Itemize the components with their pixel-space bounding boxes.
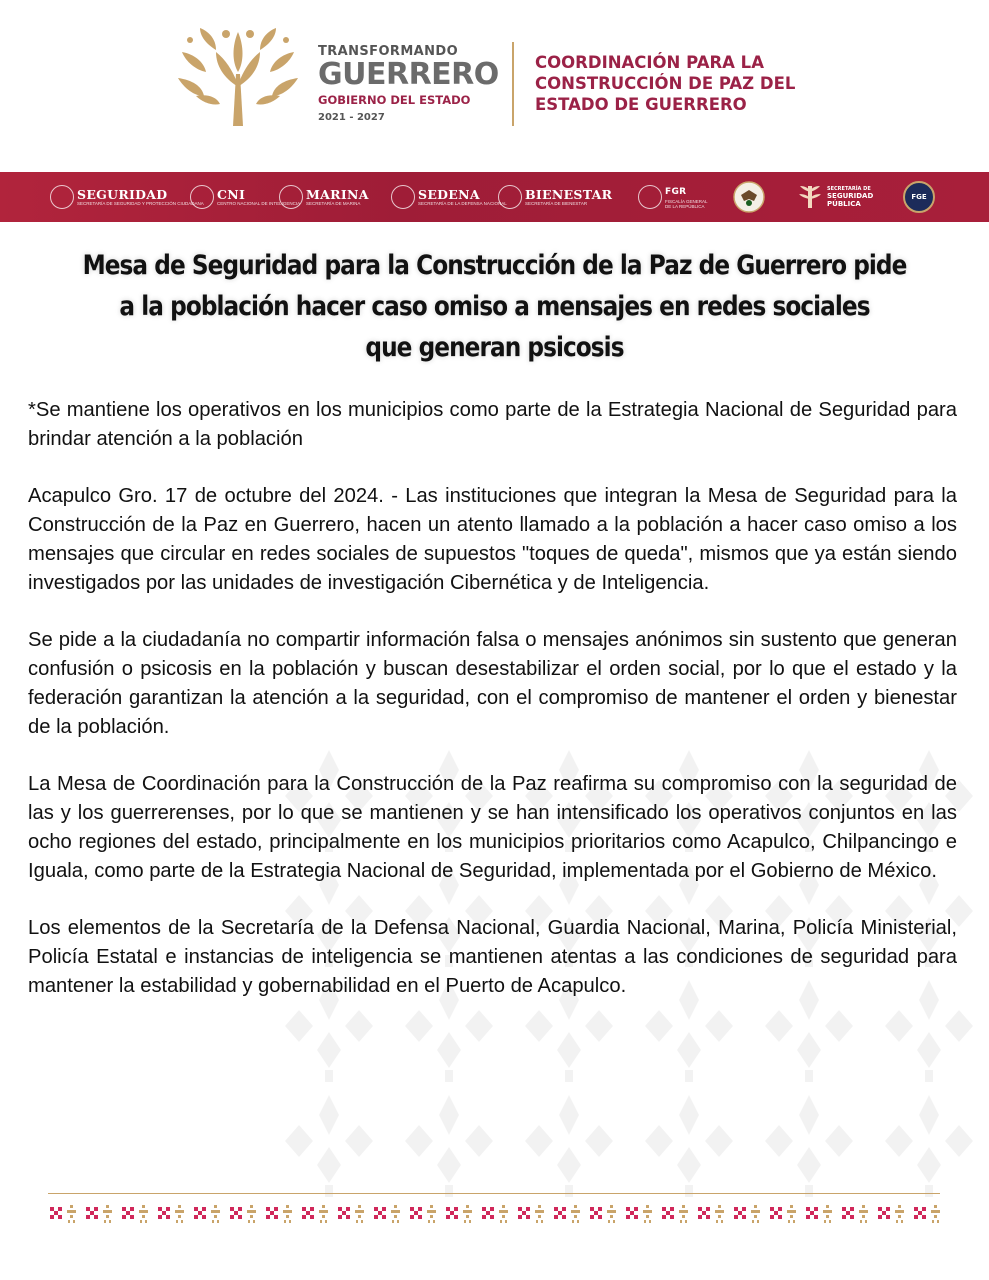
mexico-seal-icon [279,185,303,209]
coordination-line-1: COORDINACIÓN PARA LA [535,53,764,72]
footer-divider [48,1193,940,1194]
agency-name: SEDENA [418,187,480,202]
agency-name: CNI [217,187,246,202]
agency-ssp-guerrero [797,181,873,213]
guerrero-brand-wordmark [318,44,498,123]
ssp-label-1: SECRETARÍA DE [827,186,871,192]
ssp-emblem-icon [797,184,823,210]
agency-sub: CENTRO NACIONAL DE INTELIGENCIA [217,201,301,206]
agency-seguridad [50,181,204,213]
paragraph-3: La Mesa de Coordinación para la Construcción de la Paz reafirma su compromiso con la seguridad de las y los guerrerenses, por lo que se mantienen y se han intensificado los operativos conjuntos en las ocho regiones del estado, principalmente en los municipios prioritarios como Acapulco, Chilpancingo e Iguala, como parte de la Estrategia Nacional de Seguridad, implementada por el Gobierno de México. [28,773,957,882]
guardia-nacional-badge-icon [733,181,765,213]
agency-name: SEGURIDAD [77,187,168,202]
mexico-seal-icon [391,185,415,209]
ssp-label-3: PÚBLICA [827,200,861,208]
agency-sub: SECRETARÍA DE SEGURIDAD Y PROTECCIÓN CIUDADANA [77,201,204,206]
brand-main: GUERRERO [318,57,499,92]
title-line-2: a la población hacer caso omiso a mensajes en redes sociales [119,291,870,322]
brand-years: 2021 - 2027 [318,112,385,123]
page-title [69,245,920,368]
coordination-line-3: ESTADO DE GUERRERO [535,95,747,114]
agency-sub: SECRETARÍA DE LA DEFENSA NACIONAL [418,201,507,206]
fge-label: FGE [911,193,927,201]
brand-top: TRANSFORMANDO [318,44,459,59]
ssp-label-2: SEGURIDAD [827,192,874,200]
mexico-seal-icon [498,185,522,209]
mexico-seal-icon [190,185,214,209]
paragraph-2: Se pide a la ciudadanía no compartir información falsa o mensajes anónimos sin sustento que generan confusión o psicosis en la población y buscan desestabilizar el orden social, por lo que el estado y la federación garantizan la atención a la seguridad, con el compromiso de mantener el orden y bienestar de la población. [28,629,957,738]
agencies-banner [0,172,989,222]
guerrero-tree-logo-icon [176,26,300,126]
embroidery-border-icon [48,1201,940,1227]
title-line-1: Mesa de Seguridad para la Construcción de la Paz de Guerrero pide [82,250,907,281]
fge-badge-icon [903,181,935,213]
coordination-line-2: CONSTRUCCIÓN DE PAZ DEL [535,74,796,93]
header-divider [512,42,514,126]
agency-sedena [391,181,507,213]
header [0,0,989,172]
paragraph-summary: *Se mantiene los operativos en los municipios como parte de la Estrategia Nacional de Seguridad para brindar atención a la población [28,399,957,450]
title-line-3: que generan psicosis [365,332,624,363]
paragraph-1: Acapulco Gro. 17 de octubre del 2024. - Las instituciones que integran la Mesa de Seguridad para la Construcción de la Paz en Guerrero, hacen un atento llamado a la población a hacer caso omiso a los mensajes que circular en redes sociales de supuestos "toques de queda", mismos que ya están siendo investigados por las unidades de investigación Cibernética y de Inteligencia. [28,485,957,594]
coordination-title [535,52,835,115]
agency-name: FGR [665,186,687,197]
paragraph-4: Los elementos de la Secretaría de la Defensa Nacional, Guardia Nacional, Marina, Policía Ministerial, Policía Estatal e instancias de inteligencia se mantienen atentas a las condiciones de seguridad para mantener la estabilidad y gobernabilidad en el Puerto de Acapulco. [28,917,957,997]
agency-sub: SECRETARÍA DE BIENESTAR [525,201,588,206]
agency-fgr [638,181,709,213]
agency-name: MARINA [306,187,369,202]
mexico-seal-icon [50,185,74,209]
agency-sub: SECRETARÍA DE MARINA [306,201,361,206]
mexico-seal-icon [638,185,662,209]
agency-name: BIENESTAR [525,187,613,202]
agency-sub: FISCALÍA GENERAL DE LA REPÚBLICA [665,198,708,209]
agency-bienestar [498,181,612,213]
press-release-body [28,396,957,1030]
brand-gov: GOBIERNO DEL ESTADO [318,93,471,107]
agency-marina [279,181,369,213]
